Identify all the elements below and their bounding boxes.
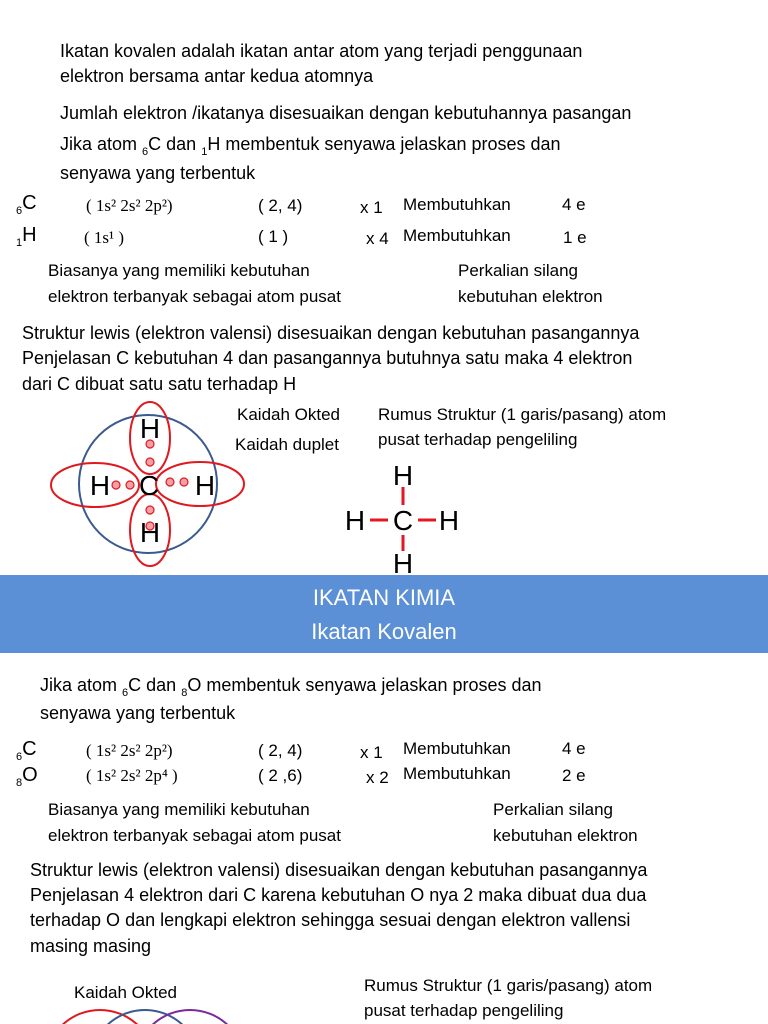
lewis-explanation-1: Struktur lewis (elektron valensi) disesuaikan dengan kebutuhan pasangannya: [30, 860, 648, 880]
lewis-explanation-1: Struktur lewis (elektron valensi) disesuaikan dengan kebutuhan pasangannya: [22, 323, 640, 343]
multiplier: x 2: [366, 768, 389, 787]
question-text: O membentuk senyawa jelaskan proses dan: [187, 675, 542, 695]
atomic-number: 1: [201, 146, 208, 158]
question-text: H membentuk senyawa jelaskan proses dan: [207, 134, 561, 154]
need-label: Membutuhkan: [403, 226, 511, 245]
cross-multiply-note-1: Perkalian silang: [458, 261, 579, 280]
structural-formula-label-2: pusat terhadap pengeliling: [364, 1001, 564, 1020]
hydrogen-symbol: H: [392, 460, 414, 491]
cross-multiply-note-2: kebutuhan elektron: [493, 826, 638, 845]
hydrogen-symbol: H: [89, 470, 111, 501]
structural-formula-label-2: pusat terhadap pengeliling: [378, 430, 578, 449]
electron-config: ( 1s² 2s² 2p²): [86, 196, 173, 215]
atomic-number: 6: [16, 205, 23, 217]
definition-line-1: Ikatan kovalen adalah ikatan antar atom yang terjadi penggunaan: [60, 41, 583, 61]
structural-formula-label-1: Rumus Struktur (1 garis/pasang) atom: [364, 976, 653, 995]
electron-dot: [146, 458, 154, 466]
duplet-rule-label: Kaidah duplet: [235, 435, 339, 454]
atomic-number: 6: [16, 751, 23, 763]
electron-dot: [180, 478, 188, 486]
atomic-number: 8: [181, 687, 188, 699]
need-label: Membutuhkan: [403, 195, 511, 214]
electron-config: ( 1s² 2s² 2p²): [86, 741, 173, 760]
lewis-explanation-4: masing masing: [30, 936, 152, 956]
lewis-explanation-3: terhadap O dan lengkapi elektron sehingga sesuai dengan elektron vallensi: [30, 910, 631, 930]
cross-multiply-note-2: kebutuhan elektron: [458, 287, 603, 306]
hydrogen-symbol: H: [344, 505, 366, 536]
atom-row-oxygen: [16, 764, 38, 787]
atom-symbol: C: [22, 192, 37, 214]
oxygen-orbital-left: [55, 1010, 155, 1024]
banner-title: IKATAN KIMIA: [312, 585, 456, 610]
question-text: C dan: [128, 675, 182, 695]
question-text: C dan: [148, 134, 202, 154]
atomic-number: 8: [16, 777, 23, 789]
atom-row-carbon: [16, 192, 37, 215]
electron-dot: [126, 481, 134, 489]
octet-rule-label: Kaidah Okted: [74, 983, 178, 1002]
question-line-1: [40, 672, 542, 701]
electron-config: ( 1s² 2s² 2p⁴ ): [86, 766, 178, 785]
definition-line-2: elektron bersama antar kedua atomnya: [60, 66, 374, 86]
hydrogen-symbol: H: [139, 517, 161, 548]
hydrogen-symbol: H: [194, 470, 216, 501]
electron-config: ( 1s¹ ): [84, 228, 125, 247]
atom-row-carbon: [16, 738, 37, 761]
valence-shells: ( 2, 4): [258, 741, 303, 760]
carbon-symbol: C: [392, 505, 414, 536]
cross-multiply-note-1: Perkalian silang: [493, 800, 614, 819]
need-label: Membutuhkan: [403, 764, 511, 783]
atom-symbol: C: [22, 738, 37, 760]
electron-count-line: Jumlah elektron /ikatanya disesuaikan dengan kebutuhannya pasangan: [60, 103, 632, 123]
structural-formula-label-1: Rumus Struktur (1 garis/pasang) atom: [378, 405, 667, 424]
structural-formula-ch4: [335, 455, 475, 575]
atom-symbol: O: [22, 764, 38, 786]
central-atom-note-1: Biasanya yang memiliki kebutuhan: [48, 261, 310, 280]
lewis-diagram-ch4: [40, 400, 260, 570]
multiplier: x 4: [366, 229, 389, 248]
central-atom-note-2: elektron terbanyak sebagai atom pusat: [48, 287, 341, 306]
oxygen-orbital-right: [135, 1010, 235, 1024]
carbon-symbol: C: [138, 470, 160, 501]
question-text: Jika atom: [60, 134, 143, 154]
atom-symbol: H: [22, 224, 37, 246]
central-atom-note-1: Biasanya yang memiliki kebutuhan: [48, 800, 310, 819]
carbon-orbital: [90, 1010, 200, 1024]
electron-dot: [146, 506, 154, 514]
hydrogen-symbol: H: [392, 548, 414, 575]
octet-rule-label: Kaidah Okted: [237, 405, 341, 424]
electron-need: 2 e: [562, 766, 586, 785]
multiplier: x 1: [360, 198, 383, 217]
need-label: Membutuhkan: [403, 739, 511, 758]
atomic-number: 6: [142, 146, 149, 158]
question-line-1: [60, 131, 561, 160]
atom-row-hydrogen: [16, 224, 37, 247]
section-banner: [0, 575, 768, 653]
atomic-number: 6: [122, 687, 129, 699]
question-line-2: senyawa yang terbentuk: [40, 703, 236, 723]
lewis-explanation-3: dari C dibuat satu satu terhadap H: [22, 374, 297, 394]
electron-dot: [112, 481, 120, 489]
electron-need: 4 e: [562, 739, 586, 758]
valence-shells: ( 2 ,6): [258, 766, 303, 785]
question-line-2: senyawa yang terbentuk: [60, 163, 256, 183]
banner-subtitle: Ikatan Kovalen: [311, 619, 457, 644]
central-atom-note-2: elektron terbanyak sebagai atom pusat: [48, 826, 341, 845]
hydrogen-symbol: H: [438, 505, 460, 536]
electron-need: 4 e: [562, 195, 586, 214]
lewis-explanation-2: Penjelasan 4 elektron dari C karena kebutuhan O nya 2 maka dibuat dua dua: [30, 885, 647, 905]
question-text: Jika atom: [40, 675, 123, 695]
atomic-number: 1: [16, 237, 23, 249]
hydrogen-symbol: H: [139, 413, 161, 444]
multiplier: x 1: [360, 743, 383, 762]
valence-shells: ( 2, 4): [258, 196, 303, 215]
electron-dot: [166, 478, 174, 486]
valence-shells: ( 1 ): [258, 227, 289, 246]
electron-need: 1 e: [563, 228, 587, 247]
lewis-diagram-co2: [55, 1005, 235, 1024]
lewis-explanation-2: Penjelasan C kebutuhan 4 dan pasangannya butuhnya satu maka 4 elektron: [22, 348, 633, 368]
